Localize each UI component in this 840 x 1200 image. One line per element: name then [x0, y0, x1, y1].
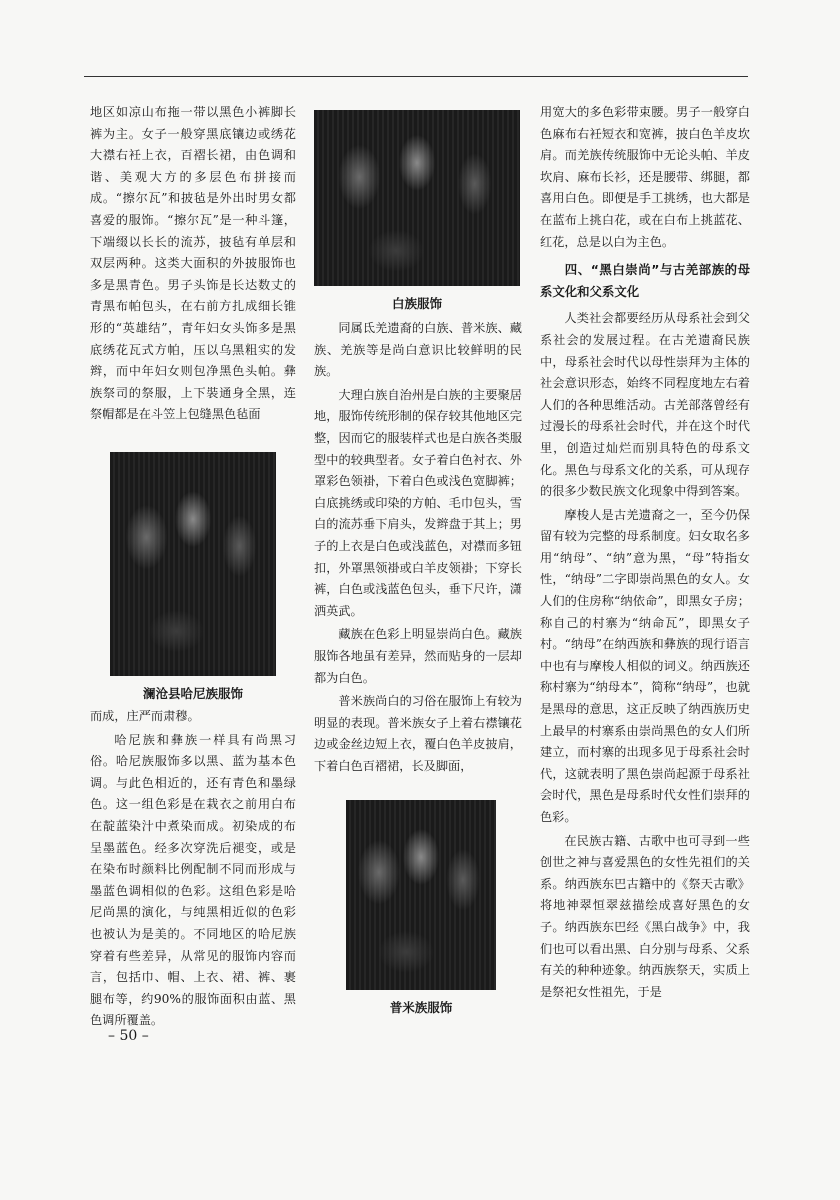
header-rule [84, 76, 748, 77]
paragraph: 哈尼族和彝族一样具有尚黑习俗。哈尼族服饰多以黑、蓝为基本色调。与此色相近的，还有青色和墨绿色。这一组色彩是在栽衣之前用白布在靛蓝染汁中煮染而成。初染成的布呈墨蓝色。经多次穿洗后褪变，或是在染布时颜料比例配制不同而形成与墨蓝色调相似的色彩。这组色彩是哈尼尚黑的演化，与纯黑相近似的色彩也被认为是美的。不同地区的哈尼族穿着有些差异，从常见的服饰内容而言，包括巾、帽、上衣、裙、裤、裹腿布等，约90%的服饰面积由蓝、黑色调所覆盖。 [90, 732, 296, 1028]
photo-caption-pumi: 普米族服饰 [389, 1000, 453, 1015]
paragraph: 同属氐羌遗裔的白族、普米族、藏族、羌族等是尚白意识比较鲜明的民族。 [314, 321, 522, 379]
column-1-top [90, 102, 296, 426]
paragraph: 而成，庄严而肃穆。 [90, 709, 200, 723]
bai-costume-photo [314, 110, 520, 286]
column-3 [540, 102, 750, 1003]
paragraph: 地区如凉山布拖一带以黑色小裤脚长裤为主。女子一般穿黑底镶边或绣花大襟右衽上衣，百褶长裙，由色调和谐、美观大方的多层色布拼接而成。“擦尔瓦”和披毡是外出时男女都喜爱的服饰。“擦尔瓦”是一种斗篷，下端缀以长长的流苏，披毡有单层和双层两种。这类大面积的外披服饰也多是黑青色。男子头饰是长达数丈的青黑布帕包头，在右前方扎成细长锥形的“英雄结”，青年妇女头饰多是黑底绣花瓦式方帕，压以乌黑粗实的发辫，而中年妇女则包净黑色头帕。彝族祭司的祭服，上下裝通身全黑，连祭帽都是在斗笠上包缝黑色毡面 [90, 105, 296, 422]
paragraph: 藏族在色彩上明显崇尚白色。藏族服饰各地虽有差异，然而贴身的一层却都为白色。 [314, 627, 522, 685]
paragraph: 用宽大的多色彩带束腰。男子一般穿白色麻布右衽短衣和宽裤，披白色羊皮坎肩。而羌族传统服饰中无论头帕、羊皮坎肩、麻布长衫，还是腰带、绑腿，都喜用白色。即便是手工挑绣，也大都是在蓝布上挑白花，或在白布上挑蓝花、红花，总是以白为主色。 [540, 105, 750, 249]
section-heading: 四、“黑白崇尚”与古羌部族的母系文化和父系文化 [540, 262, 750, 299]
paragraph: 在民族古籍、古歌中也可寻到一些创世之神与喜爱黑色的女性先祖们的关系。纳西族东巴古籍中的《祭天古歌》将地神翠恒翠兹描绘成喜好黑色的女子。纳西族东巴经《黑白战争》中，我们也可以看出黑、白分别与母系、父系有关的种种迹象。纳西族祭天，实质上是祭祀女性祖先，于是 [540, 833, 750, 999]
paragraph: 大理白族自治州是白族的主要聚居地，服饰传统形制的保存较其他地区完整，因而它的服装样式也是白族各类服型中的较典型者。女子着白色衬衣、外罩彩色领褂，下着白色或浅色宽脚裤；白底挑绣或印染的方帕、毛巾包头，雪白的流苏垂下肩头，发辫盘于其上；男子的上衣是白色或浅蓝色，对襟而多钮扣，外罩黑领褂或白羊皮领褂；下穿长裤，白色或浅蓝色包头，垂下尺许，潇洒英武。 [314, 387, 522, 618]
paragraph: 人类社会都要经历从母系社会到父系社会的发展过程。在古羌遗裔民族中，母系社会时代以母性崇拜为主体的社会意识形态，始终不同程度地左右着人们的各种思维活动。古羌部落曾经有过漫长的母系社会时代，并在这个时代里，创造过灿烂而别具特色的母系文化。黑色与母系文化的关系，可从现存的很多少数民族文化现象中得到答案。 [540, 311, 750, 499]
column-1-bottom [90, 706, 296, 1032]
photo-caption-bai: 白族服饰 [391, 296, 442, 311]
hani-costume-photo [110, 452, 276, 676]
column-2-top [314, 318, 522, 777]
page-number: – 50 – [108, 1028, 149, 1044]
photo-caption-hani: 澜沧县哈尼族服饰 [142, 686, 243, 701]
paragraph: 摩梭人是古羌遗裔之一，至今仍保留有较为完整的母系制度。妇女取名多用“纳母”、“纳”意为黑，“母”特指女性，“纳母”二字即崇尚黑色的女人。女人们的住房称“纳依命”，即黑女子房；称自己的村寨为“纳命瓦”，即黑女子村。“纳母”在纳西族和彝族的现行语言中也有与摩梭人相似的词义。纳西族还称村寨为“纳母本”，简称“纳母”，也就是黑母的意思，这正反映了纳西族历史上最早的村寨系由崇尚黑色的女人们所建立，而村寨的出现多见于母系社会时代，这就表明了黑色崇尚起源于母系社会时代，黑色是母系时代女性们崇拜的色彩。 [540, 507, 750, 824]
pumi-costume-photo [346, 800, 496, 990]
paragraph: 普米族尚白的习俗在服饰上有较为明显的表现。普米族女子上着右襟镶花边或金丝边短上衣，覆白色羊皮披肩，下着白色百褶裙，长及脚面， [314, 694, 522, 773]
